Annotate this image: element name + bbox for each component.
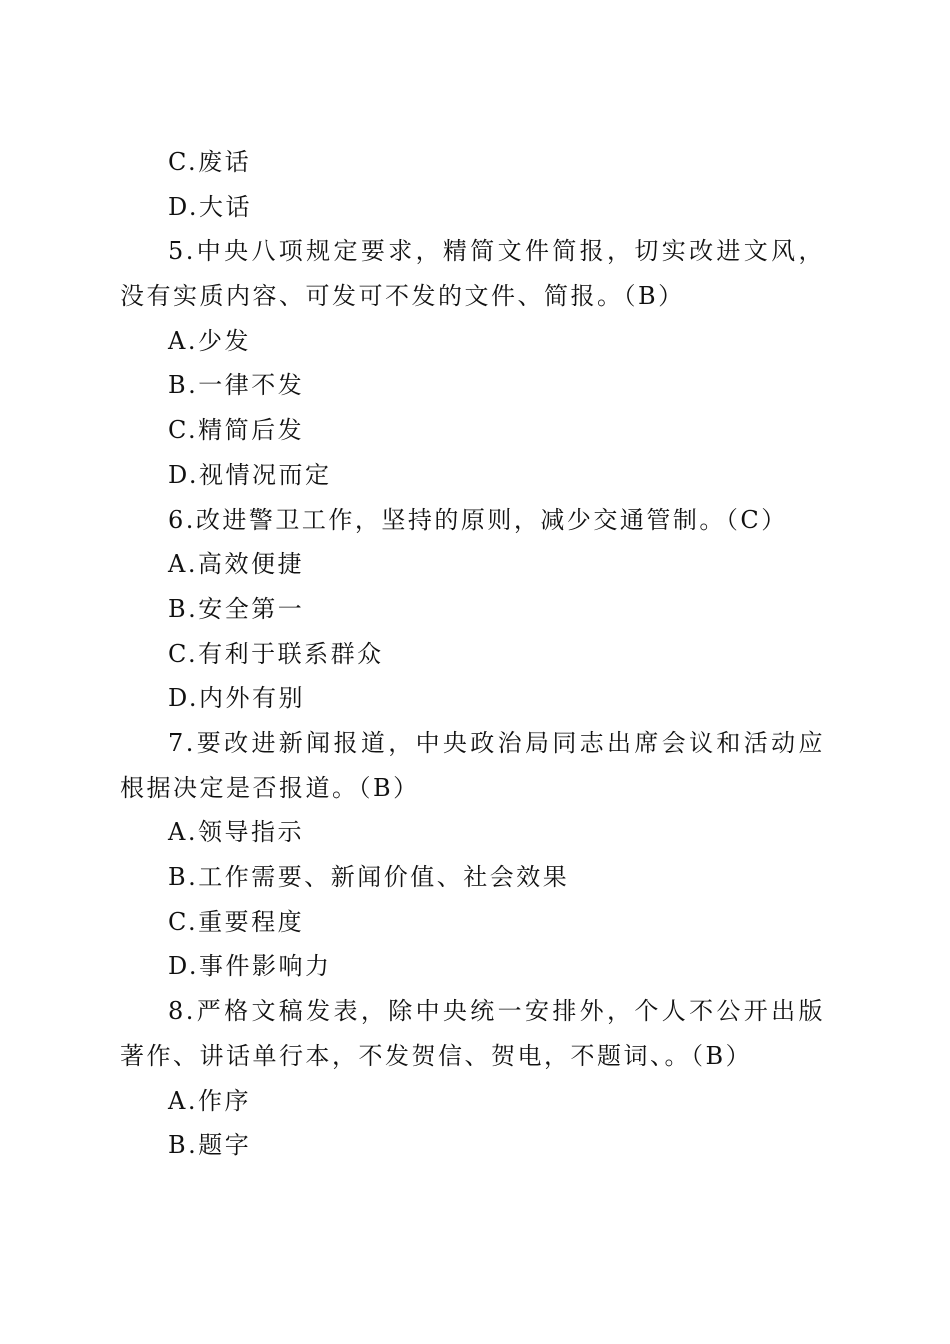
option-c: C.废话 [168, 148, 252, 176]
option-c: C.精简后发 [168, 416, 305, 445]
option-b: B.题字 [168, 1131, 252, 1160]
option-b: B.一律不发 [168, 371, 305, 400]
option-b: B.工作需要、新闻价值、社会效果 [168, 863, 570, 892]
question-5: 5.中央八项规定要求，精简文件简报，切实改进文风，没有实质内容、可发可不发的文件、简报。（B） [120, 237, 825, 311]
document-body [120, 140, 825, 1168]
option-d: D.事件影响力 [168, 952, 332, 981]
option-d: D.视情况而定 [168, 460, 332, 489]
option-c: C.重要程度 [168, 907, 305, 936]
question-8: 8.严格文稿发表，除中央统一安排外，个人不公开出版著作、讲话单行本，不发贺信、贺电，不题词、。（B） [120, 997, 825, 1070]
option-c: C.有利于联系群众 [168, 639, 384, 668]
option-d: D.大话 [168, 192, 253, 221]
option-a: A.少发 [168, 326, 251, 355]
option-d: D.内外有别 [168, 684, 306, 713]
question-6: 6.改进警卫工作，坚持的原则，减少交通管制。（C） [168, 505, 788, 534]
option-b: B.安全第一 [168, 594, 305, 623]
option-a: A.作序 [168, 1086, 251, 1115]
option-a: A.领导指示 [168, 818, 304, 847]
option-a: A.高效便捷 [168, 550, 304, 579]
question-7: 7.要改进新闻报道，中央政治局同志出席会议和活动应根据决定是否报道。（B） [120, 728, 825, 802]
